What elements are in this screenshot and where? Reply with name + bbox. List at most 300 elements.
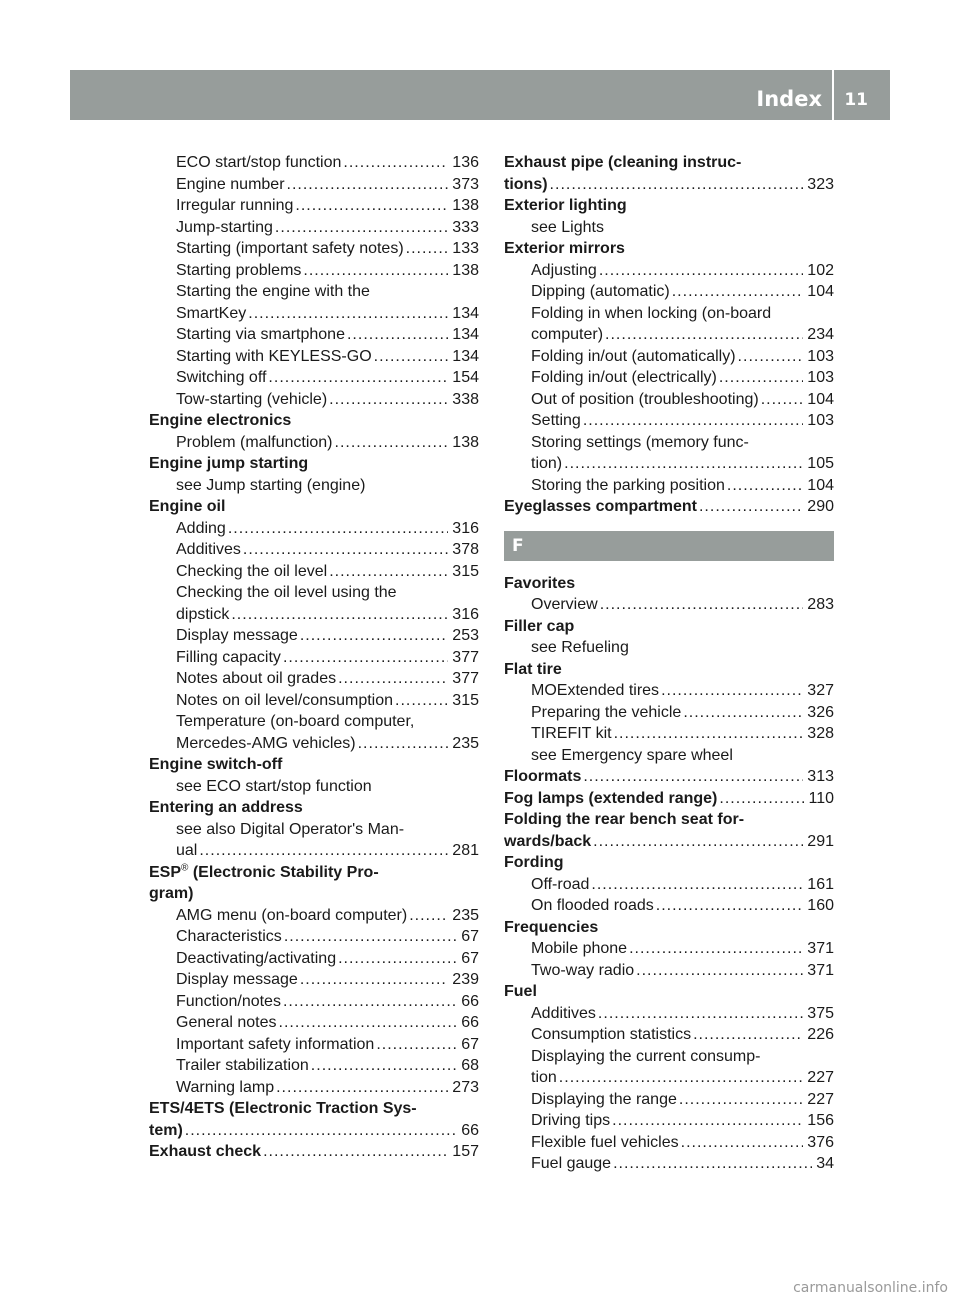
- dot-leader: [283, 991, 457, 1013]
- dot-leader: [185, 1120, 457, 1142]
- entry-text: Folding in/out (electrically): [531, 369, 717, 386]
- entry-text: Starting with KEYLESS-GO: [176, 347, 372, 365]
- page-ref[interactable]: 333: [452, 218, 479, 236]
- entry-text: Engine switch-off: [149, 756, 283, 773]
- page-ref[interactable]: 338: [452, 390, 479, 408]
- page-ref[interactable]: 227: [807, 1069, 834, 1086]
- entry-text: Fog lamps (extended range): [504, 789, 718, 807]
- entry-line: [531, 1024, 834, 1046]
- page-ref[interactable]: 34: [816, 1155, 834, 1172]
- dot-leader: [300, 625, 448, 647]
- page-ref[interactable]: 66: [461, 1014, 479, 1031]
- index-subentry: [504, 1003, 834, 1025]
- entry-line: [531, 475, 834, 497]
- page-ref[interactable]: 371: [807, 961, 834, 979]
- page-ref[interactable]: 328: [807, 725, 834, 742]
- index-subentry: [504, 475, 834, 497]
- entry-line: [531, 1003, 834, 1025]
- index-subentry: [149, 647, 479, 669]
- index-subentry: [149, 195, 479, 217]
- entry-line: [531, 367, 834, 389]
- entry-text: On flooded roads: [531, 897, 654, 914]
- entry-line: [531, 960, 834, 982]
- dot-leader: [598, 1003, 803, 1025]
- entry-line: [531, 260, 834, 282]
- entry-text: Characteristics: [176, 928, 282, 945]
- dot-leader: [295, 195, 448, 217]
- entry-text: Engine electronics: [149, 412, 292, 429]
- page-ref[interactable]: 67: [461, 928, 479, 945]
- index-subentry: [149, 948, 479, 970]
- dot-leader: [591, 874, 803, 896]
- entry-line: [176, 389, 479, 411]
- entry-line: [176, 303, 479, 325]
- entry-line: [149, 1120, 479, 1142]
- page-ref[interactable]: 160: [807, 897, 834, 914]
- index-entry: [149, 496, 479, 518]
- dot-leader: [656, 895, 804, 917]
- dot-leader: [599, 260, 803, 282]
- page-ref[interactable]: 239: [452, 971, 479, 988]
- entry-line: [531, 1110, 834, 1132]
- index-entry: [504, 616, 834, 638]
- entry-text: Dipping (automatic): [531, 283, 670, 300]
- page-ref[interactable]: 161: [807, 875, 834, 893]
- entry-text: Setting: [531, 412, 581, 429]
- index-subentry: [504, 745, 834, 767]
- section-letter-heading: F: [504, 531, 834, 561]
- page-ref[interactable]: 103: [807, 412, 834, 429]
- page-ref[interactable]: 371: [807, 940, 834, 957]
- page-ref[interactable]: 235: [452, 906, 479, 924]
- page-ref[interactable]: 377: [452, 670, 479, 687]
- index-subentry: [149, 668, 479, 690]
- entry-line: [176, 260, 479, 282]
- entry-text: Filler cap: [504, 617, 575, 635]
- index-entry: [504, 766, 834, 788]
- index-subentry: [504, 217, 834, 239]
- index-subentry: [149, 281, 479, 303]
- dot-leader: [311, 1055, 457, 1077]
- index-subentry: [504, 281, 834, 303]
- dot-leader: [283, 647, 448, 669]
- entry-text: Function/notes: [176, 992, 281, 1010]
- page-ref[interactable]: 138: [452, 261, 479, 279]
- entry-line: [504, 766, 834, 788]
- page-ref[interactable]: 227: [807, 1090, 834, 1108]
- entry-text: Problem (malfunction): [176, 433, 333, 451]
- dot-leader: [612, 1110, 803, 1132]
- dot-leader: [761, 389, 804, 411]
- entry-text: Trailer stabilization: [176, 1057, 309, 1074]
- index-subentry: [149, 518, 479, 540]
- index-entry: [504, 573, 834, 595]
- page-ref[interactable]: 134: [452, 347, 479, 365]
- dot-leader: [719, 367, 803, 389]
- entry-text: Displaying the current consump-: [531, 1047, 761, 1065]
- page-ref[interactable]: 68: [461, 1057, 479, 1074]
- dot-leader: [683, 702, 803, 724]
- entry-line: [531, 281, 834, 303]
- index-subentry: [149, 1034, 479, 1056]
- page-ref[interactable]: 67: [461, 949, 479, 967]
- entry-line: [176, 1077, 479, 1099]
- index-subentry: [149, 840, 479, 862]
- entry-line: [504, 831, 834, 853]
- dot-leader: [661, 680, 803, 702]
- entry-line: [176, 324, 479, 346]
- index-subentry: [504, 389, 834, 411]
- entry-text: Exterior mirrors: [504, 240, 625, 257]
- dot-leader: [559, 1067, 804, 1089]
- dot-leader: [727, 475, 803, 497]
- index-subentry: [149, 303, 479, 325]
- index-subentry: [149, 217, 479, 239]
- dot-leader: [287, 174, 449, 196]
- entry-text: Floormats: [504, 768, 582, 785]
- entry-text: Notes about oil grades: [176, 670, 337, 687]
- page-ref[interactable]: 105: [807, 455, 834, 472]
- index-subentry: [504, 723, 834, 745]
- page-number: 11: [844, 90, 868, 110]
- entry-text: Flexible fuel vehicles: [531, 1133, 679, 1151]
- entry-text: Filling capacity: [176, 648, 281, 666]
- dot-leader: [303, 260, 448, 282]
- index-subentry: [504, 1046, 834, 1068]
- page-ref[interactable]: 157: [452, 1143, 479, 1160]
- page-ref[interactable]: 375: [807, 1004, 834, 1022]
- entry-text: tion): [531, 455, 563, 472]
- page-ref[interactable]: 326: [807, 703, 834, 721]
- entry-text: Exterior lighting: [504, 197, 627, 214]
- dot-leader: [329, 389, 448, 411]
- header-divider: [832, 70, 834, 120]
- index-entry: [504, 788, 834, 810]
- entry-line: [531, 346, 834, 368]
- page-ref[interactable]: 327: [807, 682, 834, 699]
- index-entry: [149, 410, 479, 432]
- page-ref[interactable]: 110: [808, 789, 834, 807]
- index-subentry: [149, 969, 479, 991]
- page-ref[interactable]: 138: [452, 197, 479, 214]
- index-entry: [504, 659, 834, 681]
- entry-text: tem): [149, 1121, 183, 1139]
- entry-line: [531, 410, 834, 432]
- index-subentry: [504, 303, 834, 325]
- index-subentry: [149, 733, 479, 755]
- entry-text: Folding in/out (automatically): [531, 347, 736, 365]
- entry-line: [176, 152, 479, 174]
- entry-text: General notes: [176, 1014, 277, 1031]
- entry-text: ual: [176, 842, 198, 859]
- dot-leader: [376, 1034, 457, 1056]
- entry-line: [176, 367, 479, 389]
- entry-text: dipstick: [176, 605, 230, 623]
- index-subentry: [504, 874, 834, 896]
- index-subentry: [504, 324, 834, 346]
- dot-leader: [374, 346, 449, 368]
- entry-line: [531, 1067, 834, 1089]
- page-ref[interactable]: 313: [807, 768, 834, 785]
- index-subentry: [149, 819, 479, 841]
- page-ref[interactable]: 273: [452, 1078, 479, 1096]
- dot-leader: [613, 1153, 812, 1175]
- index-subentry: [504, 680, 834, 702]
- entry-text: gram): [149, 885, 194, 902]
- entry-line: [531, 680, 834, 702]
- page-ref[interactable]: 373: [452, 175, 479, 193]
- entry-line: [176, 668, 479, 690]
- index-entry: [504, 195, 834, 217]
- page-ref[interactable]: 154: [452, 369, 479, 386]
- page-ref[interactable]: 136: [452, 154, 479, 171]
- index-entry: [149, 1120, 479, 1142]
- entry-text: Checking the oil level using the: [176, 584, 397, 601]
- entry-line: [176, 905, 479, 927]
- page-ref[interactable]: 103: [807, 369, 834, 386]
- entry-text: AMG menu (on-board computer): [176, 906, 408, 924]
- entry-text: Adding: [176, 519, 226, 537]
- index-entry: [504, 496, 834, 518]
- index-subentry: [504, 260, 834, 282]
- page-ref[interactable]: 291: [807, 832, 834, 850]
- entry-line: [176, 1034, 479, 1056]
- index-entry: [149, 797, 479, 819]
- index-subentry: [504, 1110, 834, 1132]
- entry-text: Exhaust pipe (cleaning instruc-: [504, 154, 742, 171]
- entry-line: [149, 1141, 479, 1163]
- entry-text: see ECO start/stop function: [176, 777, 372, 795]
- index-subentry: [504, 410, 834, 432]
- entry-text-cont: (Electronic Stability Pro-: [188, 863, 379, 881]
- dot-leader: [409, 905, 448, 927]
- index-subentry: [149, 238, 479, 260]
- index-subentry: [149, 152, 479, 174]
- page-ref[interactable]: 315: [452, 562, 479, 580]
- entry-line: [176, 1055, 479, 1077]
- entry-line: [176, 195, 479, 217]
- entry-line: [176, 604, 479, 626]
- dot-leader: [329, 561, 448, 583]
- index-subentry: [504, 1132, 834, 1154]
- entry-text: Starting via smartphone: [176, 326, 345, 343]
- entry-text: Fuel: [504, 983, 537, 1000]
- entry-line: [176, 690, 479, 712]
- page-ref[interactable]: 133: [452, 240, 479, 257]
- index-subentry: [149, 991, 479, 1013]
- dot-leader: [263, 1141, 448, 1163]
- entry-text: Important safety information: [176, 1035, 375, 1053]
- entry-line: [176, 733, 479, 755]
- entry-line: [176, 625, 479, 647]
- index-subentry: [504, 938, 834, 960]
- entry-line: [531, 324, 834, 346]
- dot-leader: [395, 690, 448, 712]
- dot-leader: [406, 238, 449, 260]
- page-ref[interactable]: 67: [461, 1035, 479, 1053]
- entry-text: Overview: [531, 596, 598, 613]
- page-ref[interactable]: 323: [807, 175, 834, 193]
- entry-text: Mobile phone: [531, 940, 628, 957]
- dot-leader: [300, 969, 448, 991]
- entry-text: Notes on oil level/consumption: [176, 691, 394, 709]
- entry-text: MOExtended tires: [531, 682, 660, 699]
- entry-line: [531, 389, 834, 411]
- index-subentry: [504, 1153, 834, 1175]
- entry-text: Fording: [504, 854, 564, 871]
- page-ref[interactable]: 378: [452, 541, 479, 558]
- entry-text: Driving tips: [531, 1112, 611, 1129]
- dot-leader: [268, 367, 448, 389]
- entry-line: [176, 346, 479, 368]
- entry-text: Preparing the vehicle: [531, 703, 682, 721]
- index-subentry: [504, 1089, 834, 1111]
- page-ref[interactable]: 66: [461, 1121, 479, 1139]
- entry-text: tions): [504, 175, 548, 193]
- page-ref[interactable]: 226: [807, 1026, 834, 1043]
- page-ref[interactable]: 156: [807, 1112, 834, 1129]
- entry-text: Engine number: [176, 175, 285, 193]
- page-ref[interactable]: 104: [807, 476, 834, 494]
- page-ref[interactable]: 102: [807, 261, 834, 279]
- page-title: Index: [756, 87, 822, 111]
- page-ref[interactable]: 234: [807, 326, 834, 343]
- index-subentry: [149, 905, 479, 927]
- entry-line: [176, 948, 479, 970]
- dot-leader: [719, 788, 804, 810]
- entry-text: SmartKey: [176, 304, 247, 322]
- entry-text: Storing the parking position: [531, 476, 725, 494]
- page-ref[interactable]: 377: [452, 648, 479, 666]
- page-ref[interactable]: 235: [452, 734, 479, 752]
- index-subentry: [149, 776, 479, 798]
- entry-line: [176, 561, 479, 583]
- index-subentry: [149, 711, 479, 733]
- index-subentry: [149, 604, 479, 626]
- page-ref[interactable]: 376: [807, 1133, 834, 1151]
- entry-line: [531, 895, 834, 917]
- index-subentry: [149, 367, 479, 389]
- entry-text: Displaying the range: [531, 1090, 677, 1108]
- page-ref[interactable]: 316: [452, 605, 479, 623]
- entry-line: [504, 496, 834, 518]
- dot-leader: [738, 346, 804, 368]
- entry-line: [176, 926, 479, 948]
- entry-text: Flat tire: [504, 660, 562, 678]
- index-subentry: [149, 1077, 479, 1099]
- index-subentry: [149, 539, 479, 561]
- index-entry: [149, 754, 479, 776]
- index-entry: [504, 917, 834, 939]
- entry-text: Fuel gauge: [531, 1155, 612, 1172]
- page-ref[interactable]: 281: [452, 842, 479, 859]
- dot-leader: [593, 831, 803, 853]
- dot-leader: [600, 594, 804, 616]
- entry-line: [531, 702, 834, 724]
- entry-text: Starting (important safety notes): [176, 240, 404, 257]
- entry-text: Warning lamp: [176, 1078, 275, 1096]
- entry-text: tion: [531, 1069, 557, 1086]
- entry-text: see Jump starting (engine): [176, 476, 366, 494]
- entry-line: [176, 174, 479, 196]
- entry-line: [531, 453, 834, 475]
- index-subentry: [504, 346, 834, 368]
- entry-text: Frequencies: [504, 918, 599, 936]
- entry-text: see Emergency spare wheel: [531, 746, 733, 764]
- index-subentry: [504, 895, 834, 917]
- entry-line: [176, 217, 479, 239]
- entry-text: Jump-starting: [176, 218, 273, 236]
- registered-mark: ®: [181, 862, 189, 874]
- entry-text: Switching off: [176, 369, 267, 386]
- entry-text: Display message: [176, 971, 298, 988]
- index-subentry: [149, 625, 479, 647]
- index-entry: [149, 1141, 479, 1163]
- index-subentry: [504, 367, 834, 389]
- page-ref[interactable]: 104: [807, 390, 834, 408]
- entry-text: ETS/4ETS (Electronic Traction Sys-: [149, 1100, 417, 1117]
- dot-leader: [228, 518, 448, 540]
- index-subentry: [504, 1024, 834, 1046]
- page-ref[interactable]: 134: [452, 326, 479, 343]
- index-entry: [504, 981, 834, 1003]
- entry-text: Starting problems: [176, 261, 302, 279]
- page-ref[interactable]: 66: [461, 992, 479, 1010]
- page-ref[interactable]: 104: [807, 283, 834, 300]
- entry-text: see Refueling: [531, 639, 629, 656]
- page-ref[interactable]: 290: [807, 498, 834, 515]
- entry-text: Entering an address: [149, 799, 303, 816]
- entry-text: Mercedes-AMG vehicles): [176, 734, 356, 752]
- entry-text: Exhaust check: [149, 1143, 262, 1160]
- dot-leader: [629, 938, 803, 960]
- index-subentry: [149, 389, 479, 411]
- entry-line: [176, 1012, 479, 1034]
- entry-text: Irregular running: [176, 197, 294, 214]
- page-ref[interactable]: 253: [452, 627, 479, 644]
- dot-leader: [693, 1024, 803, 1046]
- page-ref[interactable]: 315: [452, 691, 479, 709]
- entry-text: Deactivating/activating: [176, 949, 337, 967]
- entry-text: computer): [531, 326, 604, 343]
- index-entry: [149, 862, 479, 884]
- dot-leader: [605, 324, 803, 346]
- index-column-right: [504, 152, 834, 1175]
- entry-line: [176, 432, 479, 454]
- page-ref[interactable]: 283: [807, 596, 834, 613]
- entry-text: Engine oil: [149, 498, 226, 515]
- index-subentry: [504, 1067, 834, 1089]
- dot-leader: [231, 604, 448, 626]
- page-ref[interactable]: 103: [807, 347, 834, 365]
- dot-leader: [636, 960, 803, 982]
- index-subentry: [149, 432, 479, 454]
- index-entry: [149, 1098, 479, 1120]
- index-subentry: [504, 637, 834, 659]
- index-subentry: [149, 324, 479, 346]
- entry-text: ESP: [149, 863, 182, 881]
- index-entry: [149, 453, 479, 475]
- entry-text: Folding the rear bench seat for-: [504, 811, 745, 828]
- entry-text: Tow-starting (vehicle): [176, 390, 328, 408]
- dot-leader: [564, 453, 803, 475]
- page-ref[interactable]: 316: [452, 519, 479, 537]
- dot-leader: [679, 1089, 803, 1111]
- page-ref[interactable]: 138: [452, 433, 479, 451]
- page-ref[interactable]: 134: [452, 304, 479, 322]
- dot-leader: [284, 926, 457, 948]
- entry-text: Out of position (troubleshooting): [531, 390, 759, 408]
